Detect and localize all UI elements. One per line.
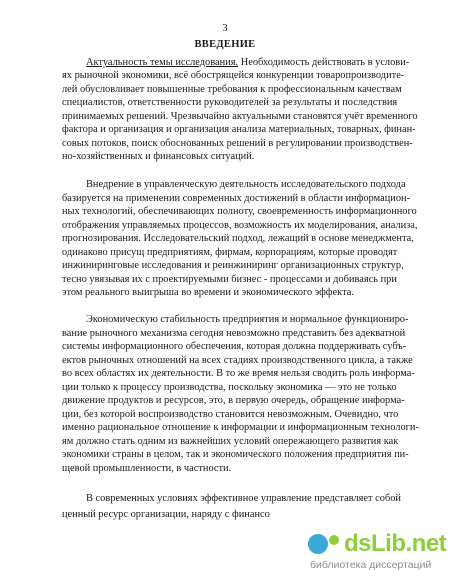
dslib-logo-icon [307,532,343,556]
logo-dot-large [308,534,328,554]
text-line: экономики страны в целом, так и экономического положения предприятия пи- [62,449,409,460]
text-line: ции только к процессу производства, поскольку экономика — это не только [62,382,397,393]
page-number: 3 [222,23,228,34]
text-line: фактора и организация и организация анализа материальных, товарных, финан- [62,124,416,135]
text-line: совых потоков, поиск обоснованных решений в регулировании производствен- [62,138,413,149]
text-line: В современных условиях эффективное управление представляет собой [86,493,401,504]
text-line: отображения управляемых процессов, возможность их моделирования, анализа, [62,220,418,231]
text-line: ям должно стать одним из важнейших условий опережающего развития как [62,436,399,447]
text-line: Актуальность темы исследования. Необходимость действовать в услови- [86,57,410,68]
text-line: вание рыночного механизма сегодня невозможно представить без адекватной [62,328,406,339]
watermark-brand: dsLib.net [344,530,447,557]
section-title: ВВЕДЕНИЕ [194,39,256,50]
text-line: Внедрение в управленческую деятельность исследовательского подхода [86,179,406,190]
text-line: тесно увязывая их с проектируемыми бизнес - процессами и добиваясь при [62,274,397,285]
text-line: системы информационного обеспечения, которая должна поддерживать субъ- [62,341,407,352]
text-line: ции, без которой воспроизводство становится невозможным. Очевидно, что [62,409,399,420]
text-line: инжиниринговые исследования и реинжиниринг организационных структур, [62,260,404,271]
dslib-watermark [307,532,447,578]
text-line: лей обусловливает повышенные требования к профессиональным качествам [62,84,402,95]
text-line: специалистов, ответственности руководителей за результаты и последствия [62,97,398,108]
text-line: во всех областях их деятельности. В то же время нельзя сводить роль информа- [62,368,415,379]
text-line: ценный ресурс организации, наряду с финансо [62,509,270,520]
text-line: Экономическую стабильность предприятия и нормальное функциониро- [86,314,409,325]
text-line: прогнозирования. Исследовательский подход, лежащий в основе менеджмента, [62,233,414,244]
text-line: ных технологий, обеспечивающих полноту, своевременность информационного [62,206,417,217]
text-line: принимаемых решений. Чрезвычайно актуальными становятся учёт временного [62,111,418,122]
logo-dot-small [329,535,339,545]
text-line: ях рыночной экономики, всё обострящейся конкуренции товаропроизводите- [62,70,405,81]
text-line: базируется на применении современных достижений в области информацион- [62,193,411,204]
lead-label: Актуальность темы исследования. [86,57,239,68]
text-line: этом реального выигрыша во времени и экономического эффекта. [62,287,354,298]
text-line: ектов рыночных отношений на всех стадиях производственного цикла, а также [62,355,413,366]
text-line: движение продуктов и ресурсов, это, в первую очередь, обращение информа- [62,395,405,406]
text-line: но-хозяйственных и финансовых ситуаций. [62,151,255,162]
text-line: одинаково присущ предприятиям, фирмам, корпорациям, которые проводят [62,247,398,258]
text-line: именно рациональное отношение к информации и информационным технологи- [62,422,419,433]
watermark-subtitle: библиотека диссертаций [310,559,432,571]
text-line: щевой промышленности, в частности. [62,463,232,474]
